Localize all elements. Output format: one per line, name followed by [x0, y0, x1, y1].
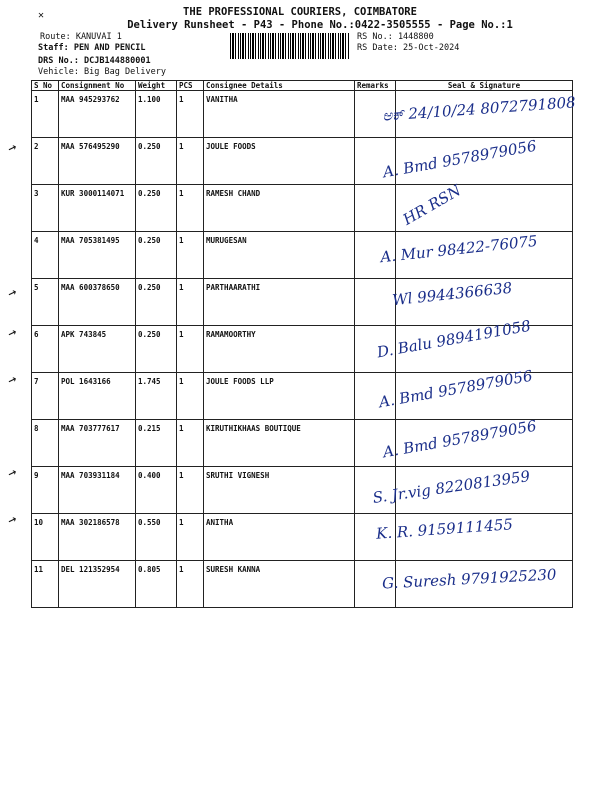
check-mark-icon: → [5, 138, 20, 158]
check-mark-icon: → [5, 463, 20, 483]
col-consignment: Consignment No [59, 81, 136, 91]
cell-consignee: SRUTHI VIGNESH [204, 467, 355, 514]
check-mark-icon: → [5, 510, 20, 530]
handwritten-signature: A. Bmd 9578979056 [377, 366, 534, 412]
vehicle-label: Vehicle: Big Bag Delivery [38, 67, 166, 77]
cell-pcs: 1 [177, 420, 204, 467]
cell-consignment: MAA 703777617 [59, 420, 136, 467]
handwritten-signature: K. R. 9159111455 [375, 515, 514, 543]
cell-consignment: MAA 703931184 [59, 467, 136, 514]
cell-consignment: MAA 945293762 [59, 91, 136, 138]
drs-number: DRS No.: DCJB144880001 [38, 56, 151, 66]
cell-sno: 4 [32, 232, 59, 279]
cell-consignee: JOULE FOODS LLP [204, 373, 355, 420]
corner-mark: ✕ [38, 10, 45, 21]
cell-weight: 1.745 [136, 373, 177, 420]
cell-consignee: MURUGESAN [204, 232, 355, 279]
route-label: Route: KANUVAI 1 [40, 32, 122, 42]
cell-pcs: 1 [177, 326, 204, 373]
cell-sno: 9 [32, 467, 59, 514]
cell-pcs: 1 [177, 561, 204, 608]
cell-consignment: APK 743845 [59, 326, 136, 373]
col-sno: S No [32, 81, 59, 91]
staff-label: Staff: PEN AND PENCIL [38, 43, 146, 53]
cell-weight: 0.250 [136, 232, 177, 279]
table-header-row [32, 81, 573, 91]
cell-weight: 0.550 [136, 514, 177, 561]
handwritten-signature: D. Balu 9894191058 [375, 316, 533, 362]
handwritten-signature: G. Suresh 9791925230 [381, 565, 557, 593]
rs-date: RS Date: 25-Oct-2024 [357, 43, 460, 53]
cell-weight: 0.400 [136, 467, 177, 514]
cell-weight: 0.805 [136, 561, 177, 608]
check-mark-icon: → [5, 370, 20, 390]
rs-number: RS No.: 1448800 [357, 32, 434, 42]
cell-sno: 11 [32, 561, 59, 608]
cell-pcs: 1 [177, 514, 204, 561]
col-remarks: Remarks [355, 81, 396, 91]
handwritten-signature: A. Mur 98422-76075 [379, 231, 539, 267]
cell-pcs: 1 [177, 373, 204, 420]
cell-weight: 0.250 [136, 279, 177, 326]
cell-pcs: 1 [177, 138, 204, 185]
cell-consignment: MAA 302186578 [59, 514, 136, 561]
cell-consignee: RAMAMOORTHY [204, 326, 355, 373]
handwritten-signature: Wl 9944366638 [391, 278, 514, 310]
cell-consignment: DEL 121352954 [59, 561, 136, 608]
cell-sno: 10 [32, 514, 59, 561]
cell-sno: 7 [32, 373, 59, 420]
cell-consignment: MAA 576495290 [59, 138, 136, 185]
cell-sno: 2 [32, 138, 59, 185]
col-consignee: Consignee Details [204, 81, 355, 91]
runsheet-heading: Delivery Runsheet - P43 - Phone No.:0422-3505555 - Page No.:1 [127, 19, 513, 31]
col-pcs: PCS [177, 81, 204, 91]
cell-pcs: 1 [177, 467, 204, 514]
cell-consignee: KIRUTHIKHAAS BOUTIQUE [204, 420, 355, 467]
handwritten-signature: A. Bmd 9578979056 [381, 416, 538, 462]
cell-sno: 1 [32, 91, 59, 138]
cell-weight: 0.250 [136, 138, 177, 185]
cell-sno: 3 [32, 185, 59, 232]
cell-sno: 6 [32, 326, 59, 373]
cell-consignment: KUR 3000114071 [59, 185, 136, 232]
cell-consignment: MAA 705381495 [59, 232, 136, 279]
cell-consignee: RAMESH CHAND [204, 185, 355, 232]
cell-remarks [355, 279, 396, 326]
cell-consignee: PARTHAARATHI [204, 279, 355, 326]
cell-consignee: JOULE FOODS [204, 138, 355, 185]
cell-consignment: POL 1643166 [59, 373, 136, 420]
handwritten-signature: ಅಕ್ 24/10/24 8072791808 [381, 93, 577, 125]
cell-remarks [355, 185, 396, 232]
cell-consignee: ANITHA [204, 514, 355, 561]
check-mark-icon: → [5, 323, 20, 343]
cell-pcs: 1 [177, 232, 204, 279]
cell-pcs: 1 [177, 279, 204, 326]
cell-pcs: 1 [177, 91, 204, 138]
barcode [230, 33, 350, 59]
cell-consignment: MAA 600378650 [59, 279, 136, 326]
cell-sno: 5 [32, 279, 59, 326]
cell-weight: 0.215 [136, 420, 177, 467]
cell-weight: 1.100 [136, 91, 177, 138]
col-signature: Seal & Signature [396, 81, 573, 91]
check-mark-icon: → [5, 283, 20, 303]
cell-weight: 0.250 [136, 326, 177, 373]
cell-pcs: 1 [177, 185, 204, 232]
table-row [32, 185, 573, 232]
handwritten-signature: S. Jr.vig 8220813959 [371, 467, 532, 507]
cell-weight: 0.250 [136, 185, 177, 232]
col-weight: Weight [136, 81, 177, 91]
handwritten-signature: HR RSN [399, 181, 465, 229]
cell-consignee: VANITHA [204, 91, 355, 138]
cell-consignee: SURESH KANNA [204, 561, 355, 608]
company-title: THE PROFESSIONAL COURIERS, COIMBATORE [183, 6, 417, 18]
handwritten-signature: A. Bmd 9578979056 [381, 136, 538, 182]
cell-sno: 8 [32, 420, 59, 467]
